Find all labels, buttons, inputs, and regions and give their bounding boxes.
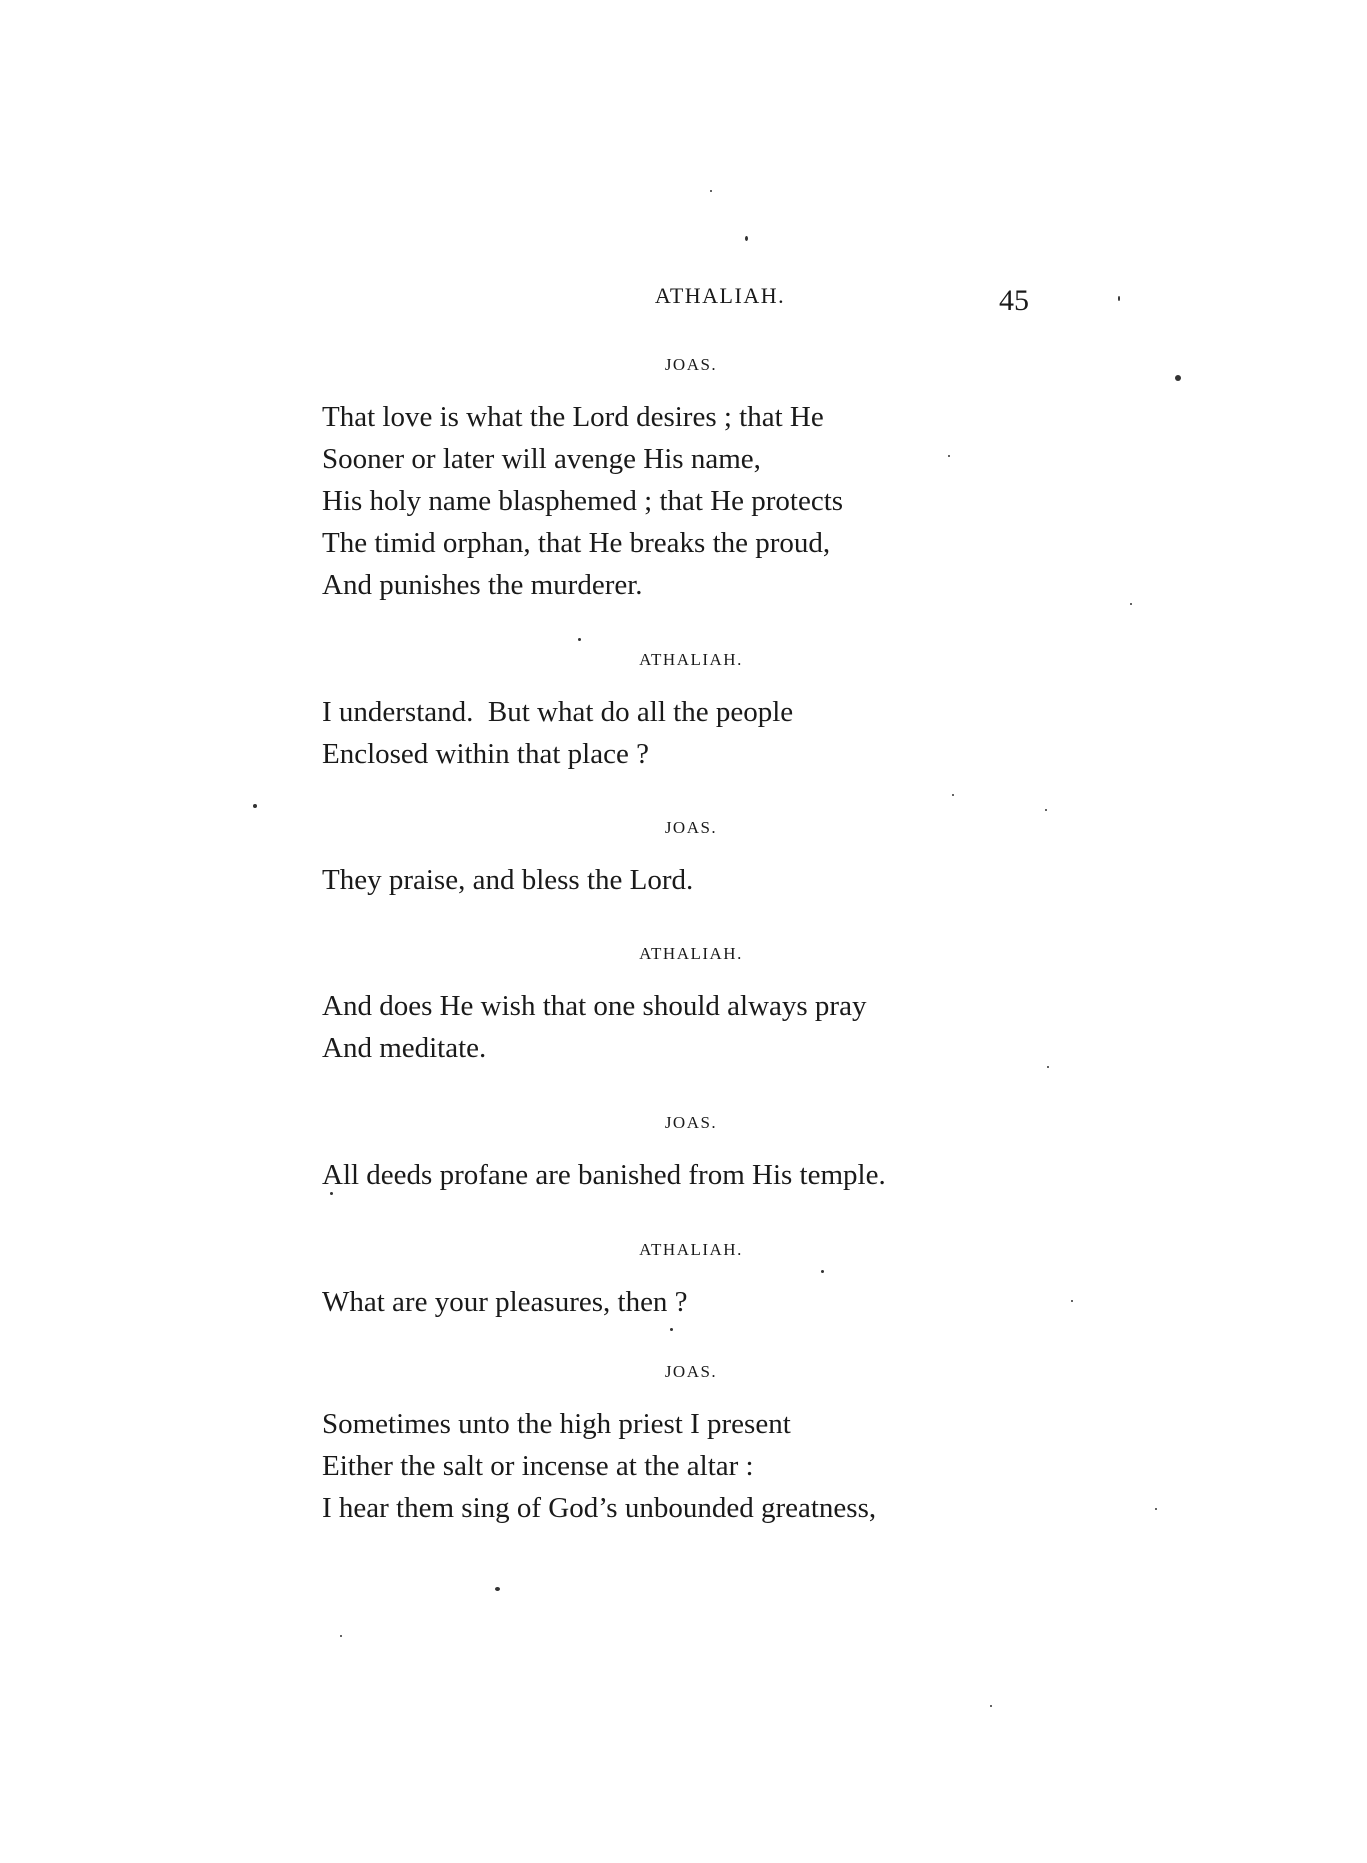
verse-line: Sooner or later will avenge His name, bbox=[322, 443, 761, 475]
scan-speck bbox=[330, 1192, 333, 1195]
speaker-name: JOAS. bbox=[664, 355, 718, 374]
scan-speck bbox=[1047, 1066, 1049, 1068]
speech-joas-4 bbox=[322, 1362, 1022, 1529]
verse-line: They praise, and bless the Lord. bbox=[322, 864, 694, 896]
verse-line: Enclosed within that place ? bbox=[322, 738, 649, 770]
speech-athaliah-3 bbox=[322, 1240, 1022, 1323]
speaker-name: JOAS. bbox=[664, 1113, 718, 1132]
scan-speck bbox=[253, 804, 257, 808]
verse-line: Sometimes unto the high priest I present bbox=[322, 1408, 791, 1440]
speaker-name: JOAS. bbox=[664, 1362, 718, 1381]
scan-speck bbox=[578, 638, 581, 641]
page-number: 45 bbox=[999, 284, 1029, 317]
scan-speck bbox=[495, 1587, 500, 1591]
verse-line: Either the salt or incense at the altar : bbox=[322, 1450, 754, 1482]
scan-speck bbox=[821, 1270, 824, 1273]
scan-speck bbox=[952, 794, 954, 796]
verse-line: And meditate. bbox=[322, 1032, 487, 1064]
verse-line: I understand. But what do all the people bbox=[322, 696, 794, 728]
scan-speck bbox=[1155, 1508, 1157, 1510]
speaker-name: ATHALIAH. bbox=[639, 650, 743, 669]
verse-line: I hear them sing of God’s unbounded greatness, bbox=[322, 1492, 877, 1524]
scan-speck bbox=[745, 236, 748, 241]
speaker-name: ATHALIAH. bbox=[639, 1240, 743, 1259]
speech-athaliah-2 bbox=[322, 944, 1022, 1069]
running-title: ATHALIAH. bbox=[654, 283, 786, 308]
scan-speck bbox=[340, 1635, 342, 1637]
scan-speck bbox=[1045, 809, 1047, 811]
scan-speck bbox=[990, 1705, 992, 1707]
scan-speck bbox=[710, 190, 712, 192]
verse-line: What are your pleasures, then ? bbox=[322, 1286, 688, 1318]
speech-joas-1 bbox=[322, 355, 1022, 606]
scan-speck bbox=[1118, 296, 1120, 301]
scan-speck bbox=[1175, 375, 1181, 381]
verse-line: All deeds profane are banished from His temple. bbox=[322, 1159, 886, 1191]
verse-line: His holy name blasphemed ; that He protects bbox=[322, 485, 844, 517]
speech-joas-2 bbox=[322, 818, 1022, 901]
scan-speck bbox=[1071, 1300, 1073, 1302]
verse-line: And punishes the murderer. bbox=[322, 569, 643, 601]
verse-line: The timid orphan, that He breaks the proud, bbox=[322, 527, 831, 559]
scan-speck bbox=[1130, 603, 1132, 605]
speech-athaliah-1 bbox=[322, 650, 1022, 775]
verse-line: That love is what the Lord desires ; that He bbox=[322, 401, 824, 433]
speech-joas-3 bbox=[322, 1113, 1022, 1196]
scan-speck bbox=[948, 455, 950, 457]
speaker-name: ATHALIAH. bbox=[639, 944, 743, 963]
verse-line: And does He wish that one should always pray bbox=[322, 990, 867, 1022]
scan-speck bbox=[670, 1328, 673, 1331]
speaker-name: JOAS. bbox=[664, 818, 718, 837]
